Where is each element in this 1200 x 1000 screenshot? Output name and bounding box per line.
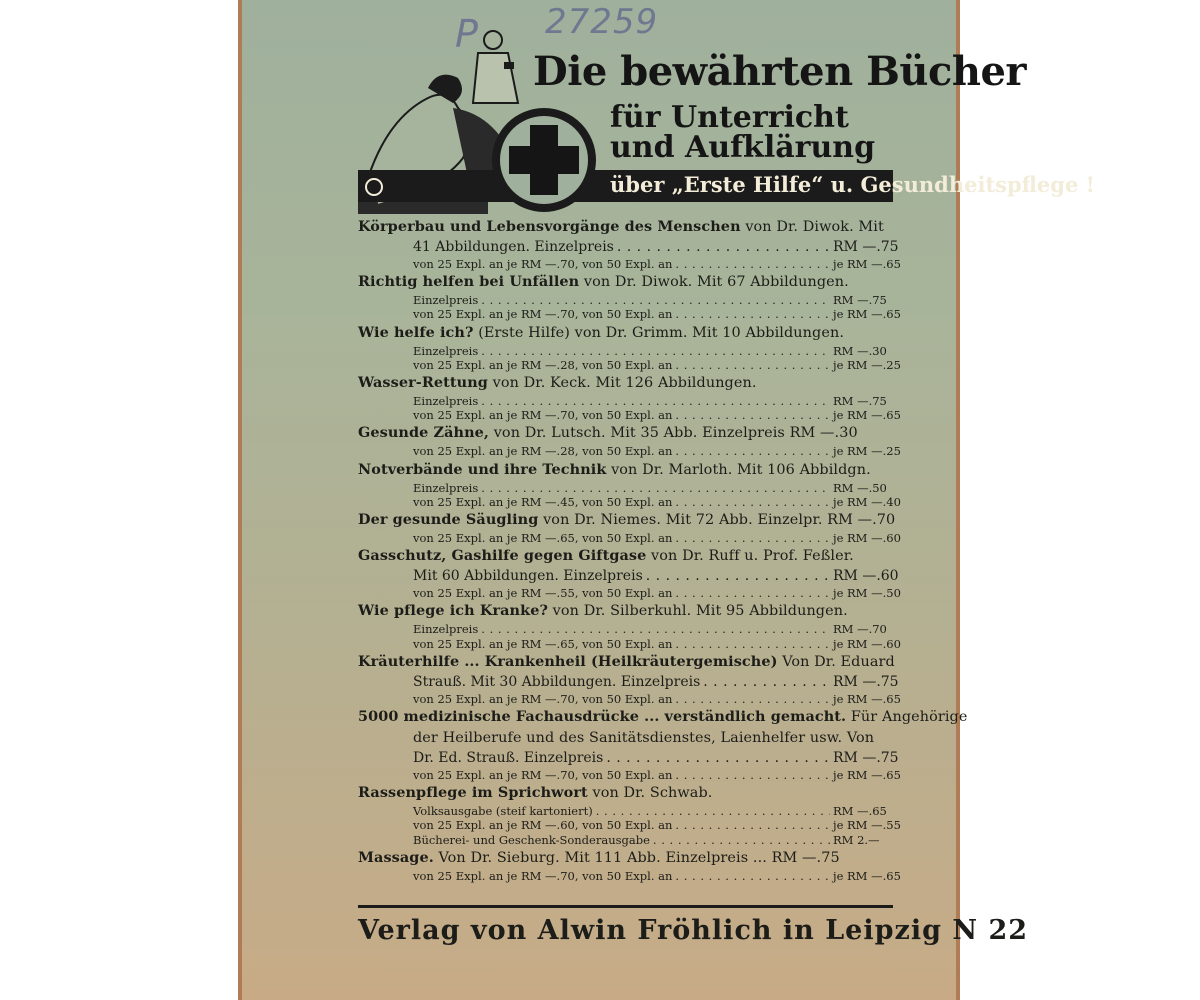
book-title-line xyxy=(358,651,895,673)
price-row xyxy=(358,749,899,768)
price-value: RM —.65 xyxy=(833,804,887,819)
dot-leader xyxy=(675,586,830,600)
publisher-footer: Verlag von Alwin Fröhlich in Leipzig N 22 xyxy=(358,915,1029,946)
price-row xyxy=(358,818,901,833)
dot-leader xyxy=(675,444,830,458)
dot-leader xyxy=(481,481,830,495)
dot-leader xyxy=(675,307,830,321)
book-entry xyxy=(358,545,901,601)
price-row xyxy=(358,394,895,408)
dot-leader xyxy=(481,293,830,307)
book-entry xyxy=(358,651,901,706)
price-label: Strauß. Mit 30 Abbildungen. Einzelpreis xyxy=(413,673,701,690)
price-label: von 25 Expl. an je RM —.28, von 50 Expl. an xyxy=(413,357,673,372)
dot-leader xyxy=(481,344,830,358)
price-row xyxy=(358,307,901,322)
book-title: Richtig helfen bei Unfällen xyxy=(358,273,580,291)
dot-leader xyxy=(675,818,830,832)
price-value: je RM —.60 xyxy=(833,636,901,651)
dot-leader xyxy=(606,749,830,768)
dot-leader xyxy=(675,257,830,271)
dot-leader xyxy=(481,622,830,636)
price-label: Einzelpreis xyxy=(413,293,479,308)
price-value: je RM —.55 xyxy=(833,818,901,833)
footer-rule xyxy=(358,905,893,908)
price-value: je RM —.65 xyxy=(833,307,901,322)
price-label: von 25 Expl. an je RM —.70, von 50 Expl. an xyxy=(413,408,673,423)
price-label: Volksausgabe (steif kartoniert) xyxy=(413,804,593,819)
price-label: 41 Abbildungen. Einzelpreis xyxy=(413,239,614,255)
book-entry xyxy=(358,600,901,651)
price-row xyxy=(358,257,901,271)
dot-leader xyxy=(675,495,830,509)
dot-leader xyxy=(703,673,830,692)
book-entry xyxy=(358,216,901,271)
price-row xyxy=(358,357,901,372)
dot-leader xyxy=(481,394,830,408)
price-row xyxy=(358,691,901,706)
dot-leader xyxy=(675,869,830,883)
book-title-line xyxy=(358,322,895,344)
price-label: von 25 Expl. an je RM —.45, von 50 Expl. an xyxy=(413,494,673,509)
book-title: Massage. xyxy=(358,848,434,866)
header-banner-text: über „Erste Hilfe“ u. Gesundheitspflege ! xyxy=(610,172,1095,197)
book-list xyxy=(358,216,968,883)
price-label: von 25 Expl. an je RM —.70, von 50 Expl. an xyxy=(413,257,673,271)
book-title-line xyxy=(358,600,895,622)
price-label: von 25 Expl. an je RM —.55, von 50 Expl. an xyxy=(413,586,673,601)
dot-leader xyxy=(653,833,830,847)
price-value: je RM —.25 xyxy=(833,357,901,372)
book-author-info: von Dr. Lutsch. Mit 35 Abb. Einzelpreis RM —.30 xyxy=(489,425,858,442)
book-entry xyxy=(358,847,901,883)
book-title: Rassenpflege im Sprichwort xyxy=(358,784,588,802)
price-value: RM —.75 xyxy=(833,394,887,409)
book-title-line xyxy=(358,459,895,481)
book-author-info: Für Angehörige xyxy=(846,709,968,726)
book-title: Notverbände und ihre Technik xyxy=(358,460,607,478)
book-author-info: von Dr. Ruff u. Prof. Feßler. xyxy=(646,548,854,565)
price-row xyxy=(358,586,901,601)
price-row xyxy=(358,481,895,495)
book-entry xyxy=(358,422,901,459)
header-title-line-3: und Aufklärung xyxy=(610,130,876,165)
book-title-line xyxy=(358,847,895,869)
price-value: je RM —.65 xyxy=(833,868,901,883)
dot-leader xyxy=(646,567,830,586)
price-row xyxy=(358,293,895,307)
book-title-line xyxy=(358,706,968,728)
price-row xyxy=(358,673,899,692)
price-label: Dr. Ed. Strauß. Einzelpreis xyxy=(413,750,604,767)
price-value: je RM —.40 xyxy=(833,494,901,509)
price-value: RM —.75 xyxy=(833,750,899,767)
book-entry xyxy=(358,459,901,509)
book-entry xyxy=(358,509,901,546)
book-description-line: der Heilberufe und des Sanitätsdienstes, Laienhelfer usw. Von xyxy=(413,730,875,747)
book-title: Wie helfe ich? xyxy=(358,323,474,341)
dot-leader xyxy=(675,768,830,782)
price-row xyxy=(358,494,901,509)
price-label: von 25 Expl. an je RM —.70, von 50 Expl. an xyxy=(413,868,673,883)
price-value: je RM —.60 xyxy=(833,531,901,546)
book-title-line xyxy=(358,509,895,531)
pencil-catalog-number: 27259 xyxy=(545,2,659,42)
price-value: RM —.60 xyxy=(833,568,899,585)
book-title-line xyxy=(358,545,895,567)
price-row xyxy=(358,444,901,459)
price-value: RM —.30 xyxy=(833,343,887,358)
book-author-info: Von Dr. Sieburg. Mit 111 Abb. Einzelpreis ... RM —.75 xyxy=(433,849,840,866)
book-title-line xyxy=(358,216,895,238)
book-author-info: von Dr. Silberkuhl. Mit 95 Abbildungen. xyxy=(547,603,848,620)
price-row xyxy=(358,238,899,257)
price-label: von 25 Expl. an je RM —.60, von 50 Expl. an xyxy=(413,818,673,833)
price-row xyxy=(358,622,895,636)
price-label: Mit 60 Abbildungen. Einzelpreis xyxy=(413,568,643,585)
price-value: je RM —.50 xyxy=(833,586,901,601)
book-title-line xyxy=(358,782,895,804)
price-value: RM —.75 xyxy=(833,293,887,308)
dot-leader xyxy=(675,531,830,545)
book-title: 5000 medizinische Fachausdrücke ... verständlich gemacht. xyxy=(358,708,847,726)
price-value: RM —.70 xyxy=(833,622,887,637)
price-label: Bücherei- und Geschenk-Sonderausgabe xyxy=(413,832,650,847)
price-value: je RM —.25 xyxy=(833,444,901,459)
price-label: von 25 Expl. an je RM —.70, von 50 Expl. an xyxy=(413,691,673,706)
book-author-info: von Dr. Niemes. Mit 72 Abb. Einzelpr. RM —.70 xyxy=(538,512,896,529)
price-value: RM —.50 xyxy=(833,480,887,495)
book-title: Der gesunde Säugling xyxy=(358,511,539,529)
price-row xyxy=(358,768,901,783)
book-title: Kräuterhilfe ... Krankenheil (Heilkräutergemische) xyxy=(358,652,778,670)
price-value: je RM —.65 xyxy=(833,257,901,271)
price-label: von 25 Expl. an je RM —.65, von 50 Expl. an xyxy=(413,531,673,546)
book-entry xyxy=(358,271,901,322)
book-title: Gasschutz, Gashilfe gegen Giftgase xyxy=(358,547,647,565)
book-title: Wie pflege ich Kranke? xyxy=(358,602,548,620)
dot-leader xyxy=(596,804,830,818)
price-label: Einzelpreis xyxy=(413,622,479,637)
price-value: RM —.75 xyxy=(833,239,899,255)
book-author-info: von Dr. Diwok. Mit 67 Abbildungen. xyxy=(579,274,849,291)
publisher-seal-icon xyxy=(365,178,383,196)
book-title: Gesunde Zähne, xyxy=(358,424,490,442)
price-label: Einzelpreis xyxy=(413,343,479,358)
price-row xyxy=(358,531,901,546)
price-row xyxy=(358,804,895,818)
book-title-line xyxy=(358,271,895,293)
book-title-line xyxy=(358,422,895,444)
book-title-line xyxy=(358,372,895,394)
price-label: von 25 Expl. an je RM —.28, von 50 Expl. an xyxy=(413,444,673,459)
header-title-line-2: für Unterricht xyxy=(610,100,849,135)
dot-leader xyxy=(617,238,830,257)
price-value: RM 2.— xyxy=(833,832,880,847)
price-row xyxy=(358,868,901,883)
dot-leader xyxy=(675,358,830,372)
book-title: Körperbau und Lebensvorgänge des Menschen xyxy=(358,218,741,235)
price-value: RM —.75 xyxy=(833,673,899,690)
price-value: je RM —.65 xyxy=(833,768,901,783)
book-author-info: von Dr. Keck. Mit 126 Abbildungen. xyxy=(487,375,757,392)
dot-leader xyxy=(675,692,830,706)
pencil-initial: P xyxy=(455,12,478,56)
dot-leader xyxy=(675,637,830,651)
cross-horizontal-bar xyxy=(509,146,579,174)
book-author-info: von Dr. Marloth. Mit 106 Abbildgn. xyxy=(606,461,871,478)
price-label: Einzelpreis xyxy=(413,394,479,409)
price-value: je RM —.65 xyxy=(833,691,901,706)
book-entry xyxy=(358,706,968,783)
dot-leader xyxy=(675,408,830,422)
price-label: Einzelpreis xyxy=(413,480,479,495)
price-label: von 25 Expl. an je RM —.70, von 50 Expl. an xyxy=(413,307,673,322)
price-row xyxy=(358,567,899,586)
book-title: Wasser-Rettung xyxy=(358,374,488,392)
price-label: von 25 Expl. an je RM —.70, von 50 Expl. an xyxy=(413,768,673,783)
book-entry xyxy=(358,372,901,423)
book-author-info: von Dr. Schwab. xyxy=(587,785,713,802)
header-title-line-1: Die bewährten Bücher xyxy=(533,48,1026,95)
price-row xyxy=(358,636,901,651)
price-label: von 25 Expl. an je RM —.65, von 50 Expl. an xyxy=(413,636,673,651)
price-row xyxy=(358,408,901,423)
book-author-info: Von Dr. Eduard xyxy=(777,653,895,670)
price-row xyxy=(358,344,895,358)
book-author-info: von Dr. Diwok. Mit xyxy=(740,219,884,235)
book-entry xyxy=(358,322,901,372)
book-entry xyxy=(358,782,901,847)
price-value: je RM —.65 xyxy=(833,408,901,423)
price-row xyxy=(358,833,895,847)
book-author-info: (Erste Hilfe) von Dr. Grimm. Mit 10 Abbildungen. xyxy=(473,324,844,341)
